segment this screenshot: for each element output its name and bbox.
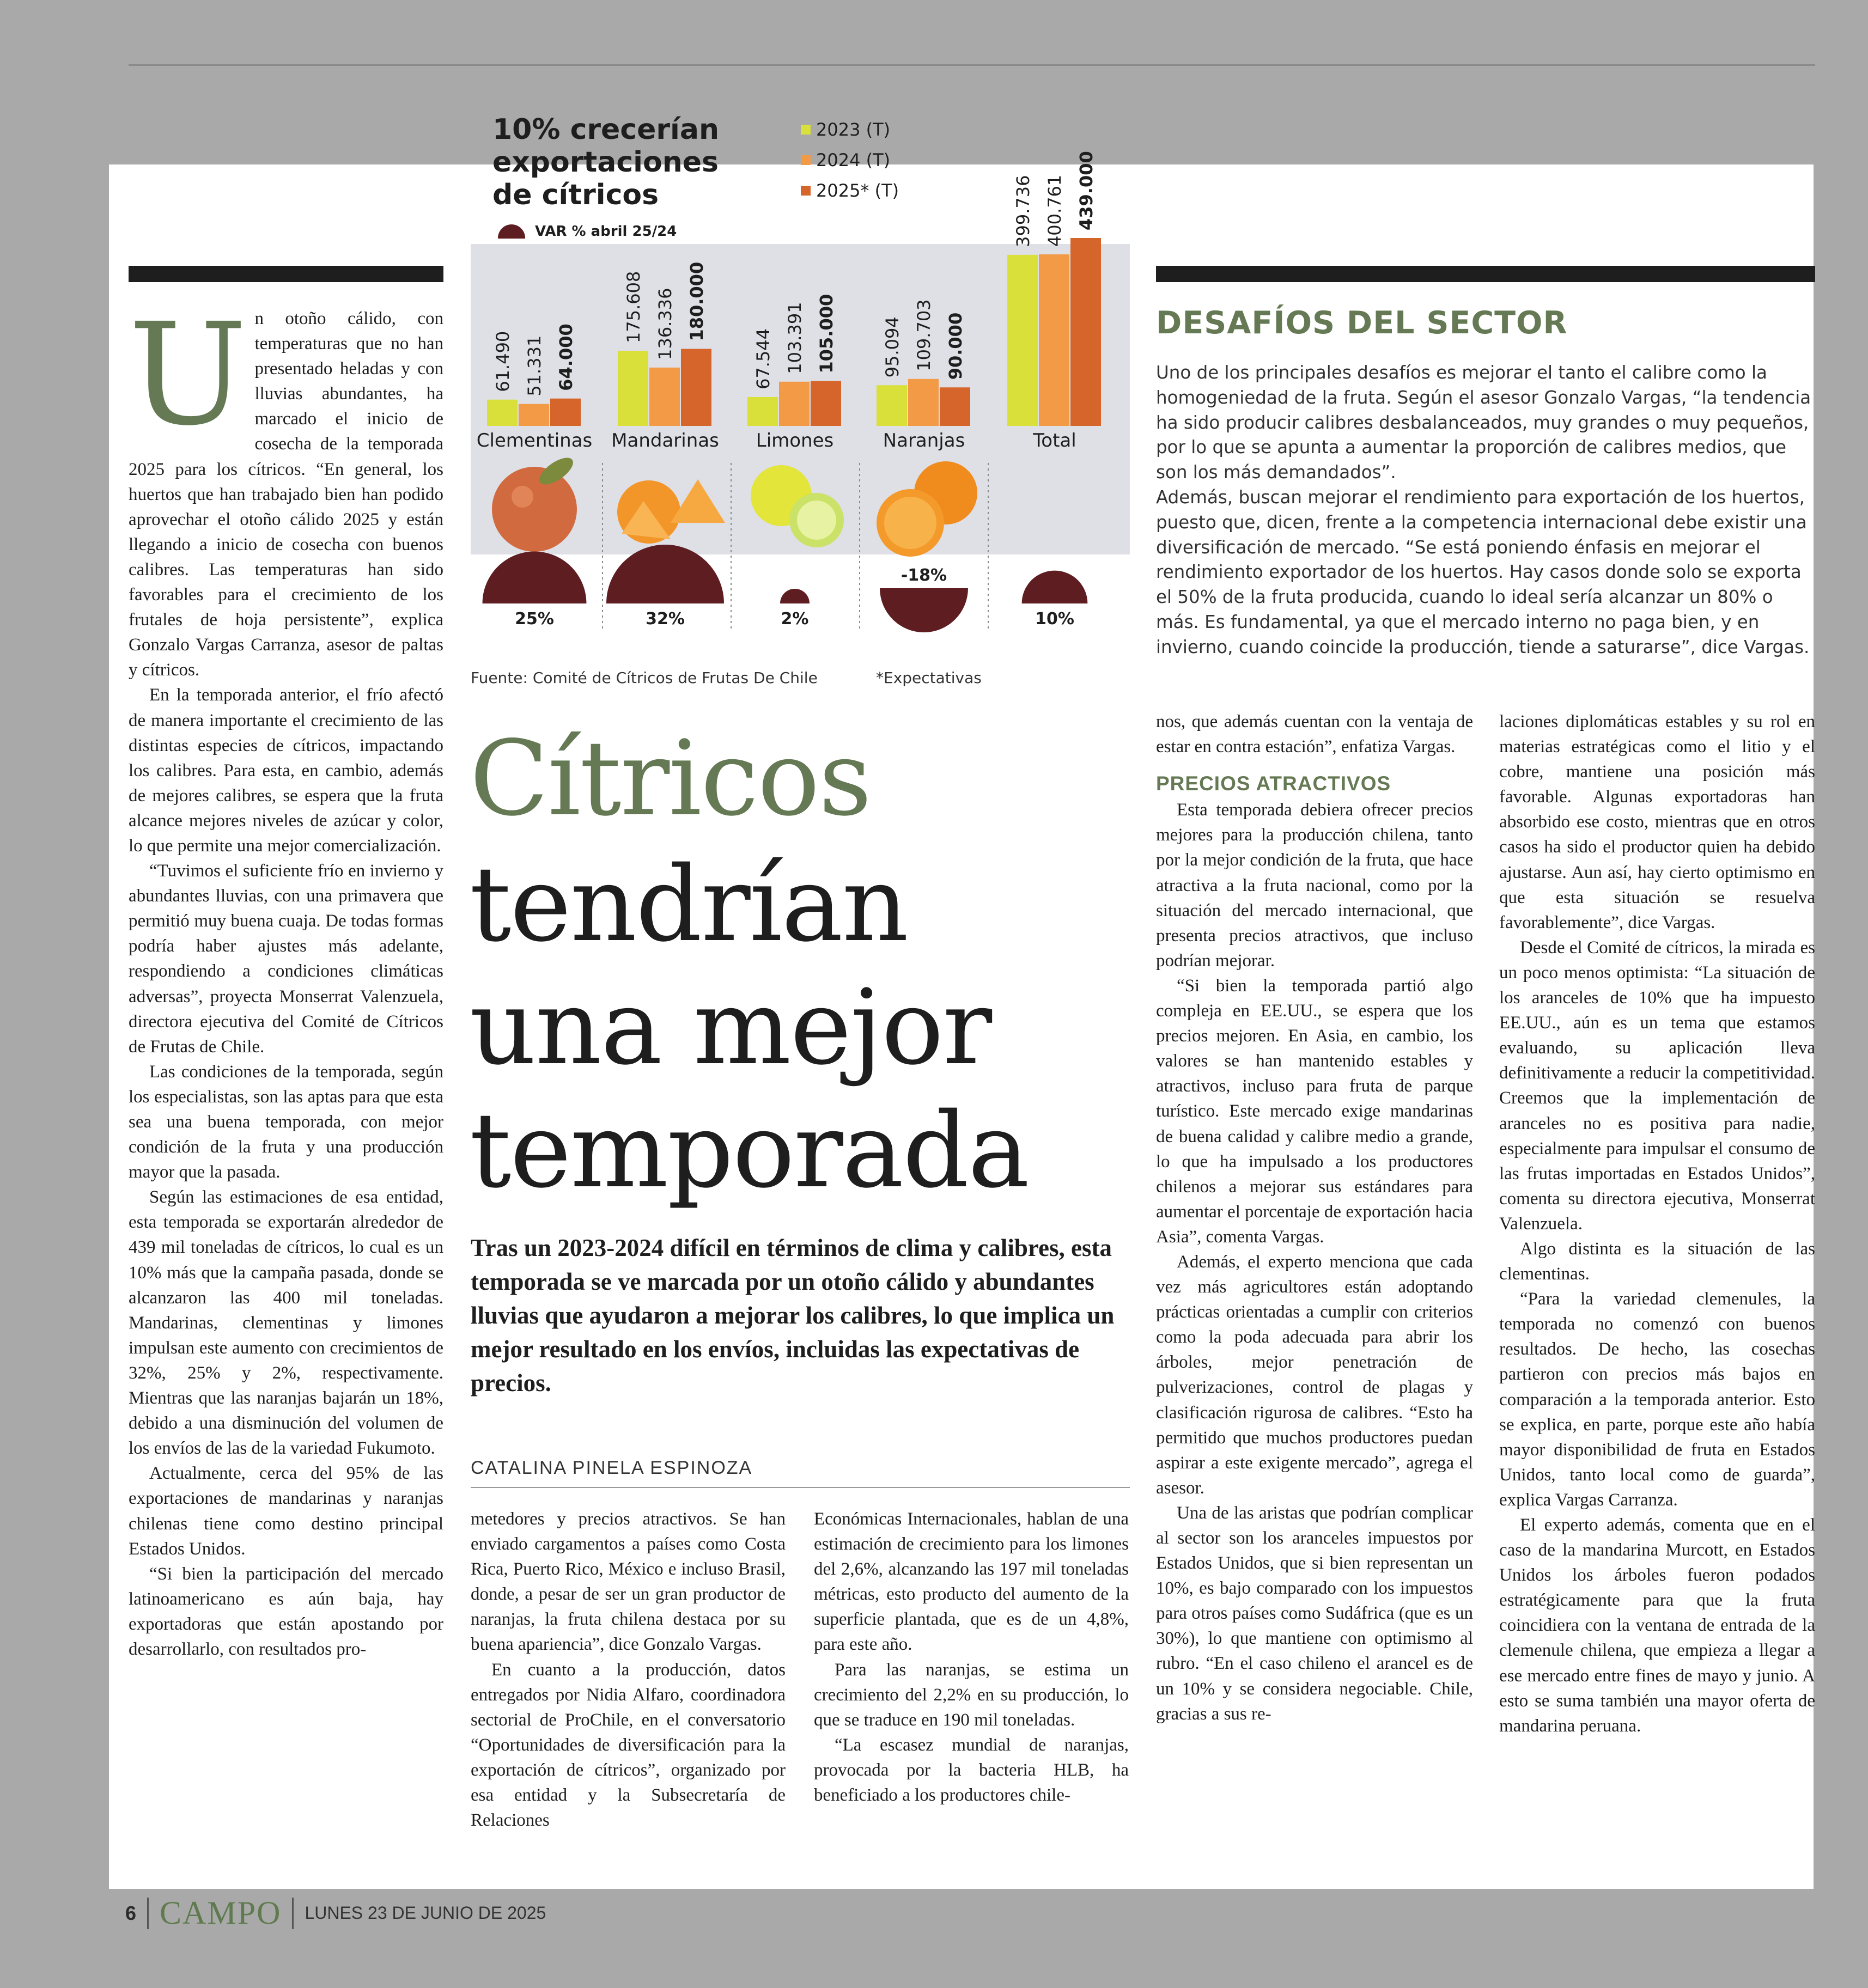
category-label: Naranjas	[883, 430, 965, 452]
clementine-highlight	[512, 486, 533, 508]
headline-accent: Cítricos	[470, 718, 871, 839]
headline-line: tendrían	[470, 844, 908, 965]
data-label: 105.000	[816, 294, 837, 374]
data-label: 90.000	[945, 312, 966, 380]
bar-naranjas-2	[940, 387, 970, 426]
headline	[470, 843, 1029, 1212]
chart-title-line: de cítricos	[492, 179, 659, 211]
headline-line: una mejor	[470, 967, 991, 1088]
chart-svg	[471, 109, 1130, 664]
data-label: 136.336	[655, 288, 676, 360]
bar-mandarinas-2	[681, 349, 711, 426]
headline-line: temporada	[470, 1090, 1029, 1211]
byline: CATALINA PINELA ESPINOZA	[471, 1458, 753, 1478]
variation-label: 25%	[515, 609, 554, 629]
bar-naranjas-1	[908, 379, 939, 426]
paragraph: n otoño cálido, con temperaturas que no han presentado heladas y con lluvias abundantes, ha marcado el inicio de cosecha de la temporada 2025 para los cítricos. “En general, los huertos que han trabajado bien han podido aprovechar el otoño cálido 2025 y están llegando a inicio de cosecha con buenos calibres. Las temperaturas han sido favorables para el crecimiento de los frutales de hoja persistente”, explica Gonzalo Vargas Carranza, asesor de paltas y cítricos.	[129, 309, 443, 680]
data-label: 51.331	[524, 335, 545, 397]
data-label: 61.490	[492, 331, 513, 392]
paragraph: metedores y precios atractivos. Se han enviado cargamentos a países como Costa Rica, Puerto Rico, México e incluso Brasil, donde, a pesar de ser un gran productor de naranjas, la fruta chilena destaca por su buena apariencia”, dice Gonzalo Vargas.	[471, 1509, 786, 1655]
category-label: Clementinas	[476, 430, 593, 452]
page-footer	[125, 1894, 546, 1932]
paragraph: “Si bien la participación del mercado latinoamericano es aún baja, hay exportadoras que están apostando por desarrollarlo, con resultados pro-	[129, 1564, 443, 1659]
lede: Tras un 2023-2024 difícil en términos de clima y calibres, esta temporada se ve marcada por un otoño cálido y abundantes lluvias que ayudaron a mejorar los calibres, lo que implica un mejor resultado en los envíos, incluidas las expectativas de precios.	[471, 1234, 1115, 1397]
legend-label: 2025* (T)	[816, 180, 899, 201]
data-label: 103.391	[784, 302, 805, 374]
issue-date: LUNES 23 DE JUNIO DE 2025	[305, 1903, 546, 1923]
category-label: Mandarinas	[611, 430, 719, 452]
data-label: 109.703	[914, 299, 934, 371]
paragraph: Para las naranjas, se estima un crecimiento del 2,2% en su producción, lo que se traduce en 190 mil toneladas.	[814, 1660, 1129, 1730]
paragraph: En cuanto a la producción, datos entregados por Nidia Alfaro, coordinadora sectorial de ProChile, en el conversatorio “Oportunidades de diversificación para la exportación de cítricos”, organizado por esa entidad y la Subsecretaría de Relaciones	[471, 1660, 786, 1831]
paragraph: “Si bien la temporada partió algo compleja en EE.UU., se espera que los precios mejoren. En Asia, en cambio, los valores se han mantenido estables y atractivos, incluso para fruta de parque turístico. Este mercado exige mandarinas de buena calidad y calibre medio a grande, lo que ha impulsado a los productores chilenos a mejorar sus estándares para aumentar el porcentaje de exportación hacia Asia”, comenta Vargas.	[1156, 975, 1473, 1247]
category-label: Total	[1033, 430, 1076, 452]
variation-key-label: VAR % abril 25/24	[535, 223, 677, 240]
article-column-1	[129, 293, 443, 1662]
paragraph: Uno de los principales desafíos es mejorar el tanto el calibre como la homogeniedad de la fruta. Según el asesor Gonzalo Vargas, “la tendencia ha sido producir calibres desbalanceados, muy grandes o muy pequeños, por lo que se apunta a aumentar la proporción de calibres medios, que son los más demandados”.	[1156, 362, 1811, 483]
paragraph: Actualmente, cerca del 95% de las exportaciones de mandarinas y naranjas chilenas tiene como destino principal Estados Unidos.	[129, 1463, 443, 1559]
page-number: 6	[125, 1901, 137, 1924]
data-label: 439.000	[1076, 151, 1097, 230]
lime-cut	[797, 501, 836, 540]
paragraph: “Para la variedad clemenules, la temporada no comenzó con buenos resultados. De hecho, las cosechas partieron con precios más bajos en comparación a la temporada anterior. Esto se explica, en parte, porque este año había mayor disponibilidad de fruta en Estados Unidos, tanto local como de guarda”, explica Vargas Carranza.	[1499, 1289, 1815, 1510]
byline-rule	[471, 1487, 1130, 1488]
data-label: 175.608	[623, 271, 644, 343]
bar-total-1	[1039, 254, 1069, 426]
clementine-image	[492, 467, 577, 552]
mandarin-slice	[671, 479, 725, 523]
paragraph: Las condiciones de la temporada, según los especialistas, son las aptas para que esta sea una buena temporada, con mejor condición de la fruta y una producción mayor que la pasada.	[129, 1062, 443, 1182]
paragraph: laciones diplomáticas estables y su rol en materias estratégicas como el litio y el cobre, mantiene una posición más favorable. Algunas exportadoras han absorbido ese costo, mientras que en otros casos ha sido el productor quien ha debido ajustarse. Aun así, hay cierto optimismo en que esta situación se resuelva favorablemente”, dice Vargas.	[1499, 712, 1815, 932]
section-brand: CAMPO	[160, 1895, 282, 1931]
paragraph: Según las estimaciones de esa entidad, esta temporada se exportarán alrededor de 439 mil toneladas de cítricos, lo cual es un 10% más que la campaña pasada, donde se alcanzaron las 400 mil toneladas. Mandarinas, clementinas y limones impulsan este aumento con crecimientos de 32%, 25% y 2%, respectivamente. Mientras que las naranjas bajarán un 18%, debido a una disminución del volumen de los envíos de las de la variedad Fukumoto.	[129, 1187, 443, 1459]
data-label: 64.000	[556, 324, 576, 391]
data-label: 399.736	[1013, 175, 1033, 247]
top-rule	[129, 64, 1815, 66]
legend-label: 2024 (T)	[816, 150, 891, 170]
bar-naranjas-0	[877, 385, 907, 426]
data-label: 400.761	[1044, 174, 1065, 247]
variation-label: 32%	[646, 609, 685, 629]
sidebar-top-bar	[1156, 266, 1815, 282]
bar-total-2	[1070, 238, 1101, 426]
data-label: 95.094	[882, 316, 903, 378]
drop-cap: U	[129, 293, 247, 456]
bar-clementinas-1	[519, 404, 549, 426]
paragraph: Económicas Internacionales, hablan de una estimación de crecimiento para los limones del 2,6%, alcanzando las 197 mil toneladas métricas, esto producto del aumento de la superficie plantada, que es de un 4,8%, para este año.	[814, 1509, 1129, 1655]
article-column-3	[814, 1507, 1129, 1808]
variation-naranjas	[880, 588, 968, 632]
data-label: 180.000	[686, 261, 707, 342]
paragraph: “La escasez mundial de naranjas, provocada por la bacteria HLB, ha beneficiado a los productores chile-	[814, 1735, 1129, 1806]
paragraph: Además, el experto menciona que cada vez más agricultores están adoptando prácticas orientadas a cumplir con criterios como la poda adecuada para abrir los árboles, mejor penetración de pulverizaciones, control de plagas y clasificación rigurosa de calibres. “Esto ha permitido que muchos productores puedan aspirar a este exigente mercado”, agrega el asesor.	[1156, 1252, 1473, 1498]
paragraph: Desde el Comité de cítricos, la mirada es un poco menos optimista: “La situación de los aranceles de 10% que ha impuesto EE.UU., aún es un tema que estamos evaluando, su aplicación lleva definitivamente a reducir la competitividad. Creemos que la implementación de aranceles no es positiva para nadie, especialmente para impulsar el consumo de las frutas importadas en Estados Unidos”, comenta su directora ejecutiva, Monserrat Valenzuela.	[1499, 937, 1815, 1234]
article-column-2	[471, 1507, 786, 1833]
chart-title-line: 10% crecerían	[492, 113, 719, 146]
footer-divider	[147, 1898, 149, 1929]
bar-mandarinas-0	[618, 351, 648, 426]
chart-title-line: exportaciones	[492, 146, 719, 179]
bar-total-0	[1007, 255, 1038, 426]
paragraph: nos, que además cuentan con la ventaja de estar en contra estación”, enfatiza Vargas.	[1156, 712, 1473, 757]
bar-limones-2	[811, 381, 841, 426]
paragraph: Además, buscan mejorar el rendimiento para exportación de los huertos, puesto que, dicen, frente a la competencia internacional debe existir una diversificación de mercado. “Se está poniendo énfasis en mejorar el rendimiento exportador de los huertos. Hay casos donde solo se exporta el 50% de la fruta producida, cuando lo ideal sería alcanzar un 80% o más. Es fundamental, ya que el mercado interno no paga bien, y en invierno, cuando coincide la producción, tiende a saturarse”, dice Vargas.	[1156, 486, 1810, 657]
bar-limones-0	[747, 397, 778, 426]
variation-clementinas	[483, 552, 587, 603]
subhead: PRECIOS ATRACTIVOS	[1156, 772, 1391, 795]
bar-clementinas-0	[487, 400, 518, 426]
citrus-export-chart	[471, 109, 1130, 686]
variation-total	[1022, 571, 1088, 603]
variation-mandarinas	[606, 545, 724, 603]
paragraph: Una de las aristas que podrían complicar al sector son los aranceles impuestos por Estados Unidos, que si bien representan un 10%, es bajo comparado con los impuestos para otros países como Sudáfrica (que es un 30%), lo que mantiene con optimismo al rubro. “En el caso chileno el arancel es de un 10% y se considera negociable. Chile, gracias a sus re-	[1156, 1503, 1473, 1724]
article-column-4	[1156, 709, 1473, 1727]
bar-limones-1	[779, 382, 810, 426]
bar-clementinas-2	[550, 399, 581, 426]
paragraph: En la temporada anterior, el frío afectó de manera importante el crecimiento de las distintas especies de cítricos, impactando los calibres. Para esta, en cambio, además de mejores calibres, se espera que la fruta alcance mejores niveles de azúcar y color, lo que permite una mejor comercialización.	[129, 685, 443, 856]
chart-note: *Expectativas	[876, 669, 982, 687]
chart-source: Fuente: Comité de Cítricos de Frutas De Chile	[471, 669, 818, 687]
category-label: Limones	[756, 430, 834, 452]
data-label: 67.544	[753, 328, 774, 389]
variation-label: 10%	[1035, 609, 1074, 629]
sidebar-title: DESAFÍOS DEL SECTOR	[1156, 305, 1568, 341]
footer-divider	[292, 1898, 294, 1929]
paragraph: “Tuvimos el suficiente frío en invierno y abundantes lluvias, con una primavera que permitió muy buena cuaja. De todas formas podría haber ajustes más adelante, respondiendo a condiciones climáticas adversas”, proyecta Monserrat Valenzuela, directora ejecutiva del Comité de Cítricos de Frutas de Chile.	[129, 861, 443, 1057]
variation-limones	[780, 589, 810, 603]
legend-label: 2023 (T)	[816, 119, 891, 140]
bar-mandarinas-1	[649, 368, 680, 426]
article-column-5	[1499, 709, 1815, 1739]
paragraph: El experto además, comenta que en el caso de la mandarina Murcott, en Estados Unidos los árboles fueron podados estratégicamente para que la fruta coincidiera con la ventana de entrada de la clemenule chilena, que empieza a llegar a ese mercado entre fines de mayo y junio. A esto se suma también una mayor oferta de mandarina peruana.	[1499, 1515, 1815, 1736]
orange-cut	[884, 497, 936, 549]
variation-label: 2%	[781, 609, 809, 629]
paragraph: Esta temporada debiera ofrecer precios mejores para la producción chilena, tanto por la mejor condición de la fruta, que hace atractiva a la fruta nacional, como por la situación del mercado internacional, que presenta precios atractivos, que incluso podrían mejorar.	[1156, 800, 1473, 971]
sidebar-body	[1156, 361, 1815, 660]
column-top-bar	[129, 266, 443, 282]
paragraph: Algo distinta es la situación de las clementinas.	[1499, 1239, 1815, 1284]
variation-label: -18%	[900, 566, 947, 585]
